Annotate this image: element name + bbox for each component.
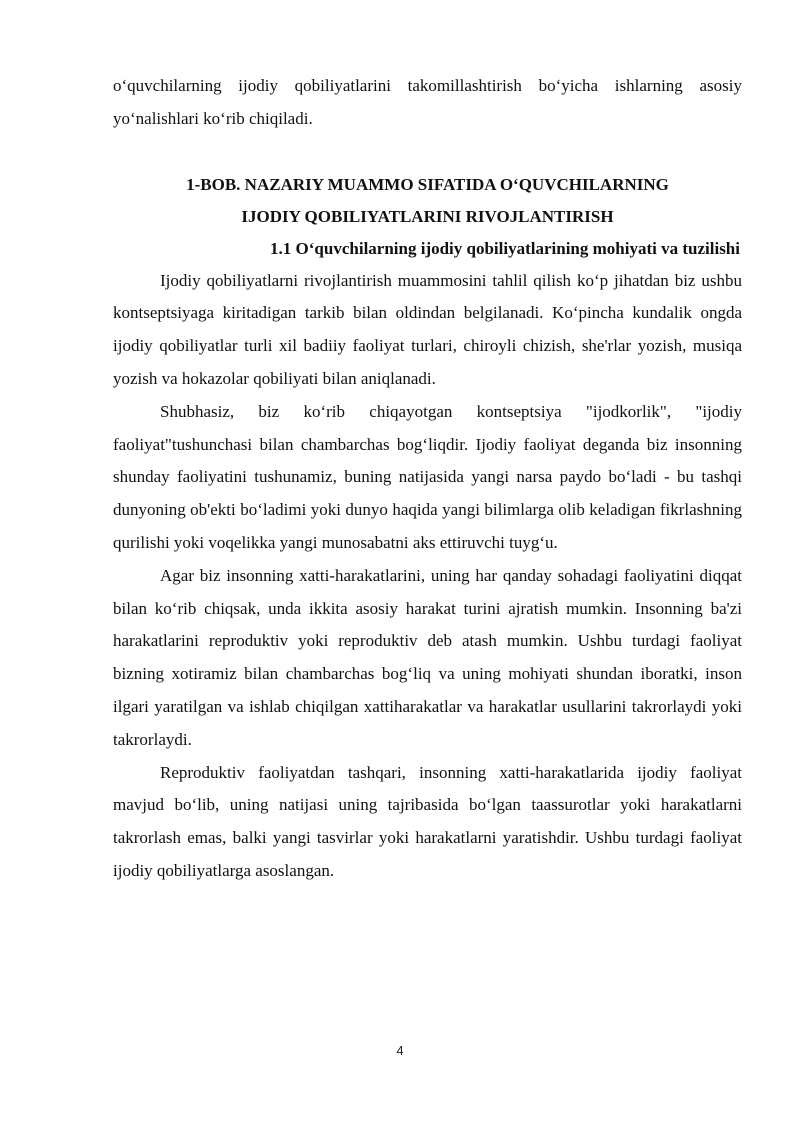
chapter-heading-line2: IJODIY QOBILIYATLARINI RIVOJLANTIRISH — [241, 206, 614, 226]
body-paragraph-3: Agar biz insonning xatti-harakatlarini, uning har qanday sohadagi faoliyatini diqqat bilan ko‘rib chiqsak, unda ikkita asosiy harakat turini ajratish mumkin. Insonning ba'zi harakatlarini reproduktiv yoki reproduktiv deb atash mumkin. Ushbu turdagi faoliyat bizning xotiramiz bilan chambarchas bog‘liq va uning mohiyati shundan iboratki, inson ilgari yaratilgan va ishlab chiqilgan xattiharakatlar va harakatlar usullarini takrorlaydi yoki takrorlaydi. — [113, 565, 742, 749]
body-paragraph-4: Reproduktiv faoliyatdan tashqari, insonning xatti-harakatlarida ijodiy faoliyat mavjud bo‘lib, uning natijasi uning tajribasida bo‘lgan taassurotlar yoki harakatlarni takrorlash emas, balki yangi tasvirlar yoki harakatlarni yaratishdir. Ushbu turdagi faoliyat ijodiy qobiliyatlarga asoslangan. — [113, 762, 742, 880]
intro-paragraph: o‘quvchilarning ijodiy qobiliyatlarini takomillashtirish bo‘yicha ishlarning asosiy yo‘nalishlari ko‘rib chiqiladi. — [113, 76, 742, 128]
chapter-heading-line1: 1-BOB. NAZARIY MUAMMO SIFATIDA O‘QUVCHILARNING — [186, 174, 669, 194]
page-number: 4 — [396, 1043, 404, 1058]
chapter-heading — [113, 169, 742, 233]
body-paragraph-1: Ijodiy qobiliyatlarni rivojlantirish muammosini tahlil qilish ko‘p jihatdan biz ushbu kontseptsiyaga kiritadigan tarkib bilan oldindan belgilanadi. Ko‘pincha kundalik ongda ijodiy qobiliyatlar turli xil badiiy faoliyat turlari, chiroyli chizish, she'rlar yozish, musiqa yozish va hokazolar qobiliyati bilan aniqlanadi. — [113, 270, 742, 388]
document-page — [113, 70, 742, 888]
section-heading: 1.1 O‘quvchilarning ijodiy qobiliyatlarining mohiyati va tuzilishi — [270, 238, 740, 258]
body-paragraph-2: Shubhasiz, biz ko‘rib chiqayotgan kontseptsiya "ijodkorlik", "ijodiy faoliyat"tushunchasi bilan chambarchas bog‘liqdir. Ijodiy faoliyat deganda biz insonning shunday faoliyatini tushunamiz, buning natijasida yangi narsa paydo bo‘ladi - bu tashqi dunyoning ob'ekti bo‘ladimi yoki dunyo haqida yangi bilimlarga olib keladigan fikrlashning qurilishi yoki voqelikka yangi munosabatni aks ettiruvchi tuyg‘u. — [113, 401, 742, 552]
